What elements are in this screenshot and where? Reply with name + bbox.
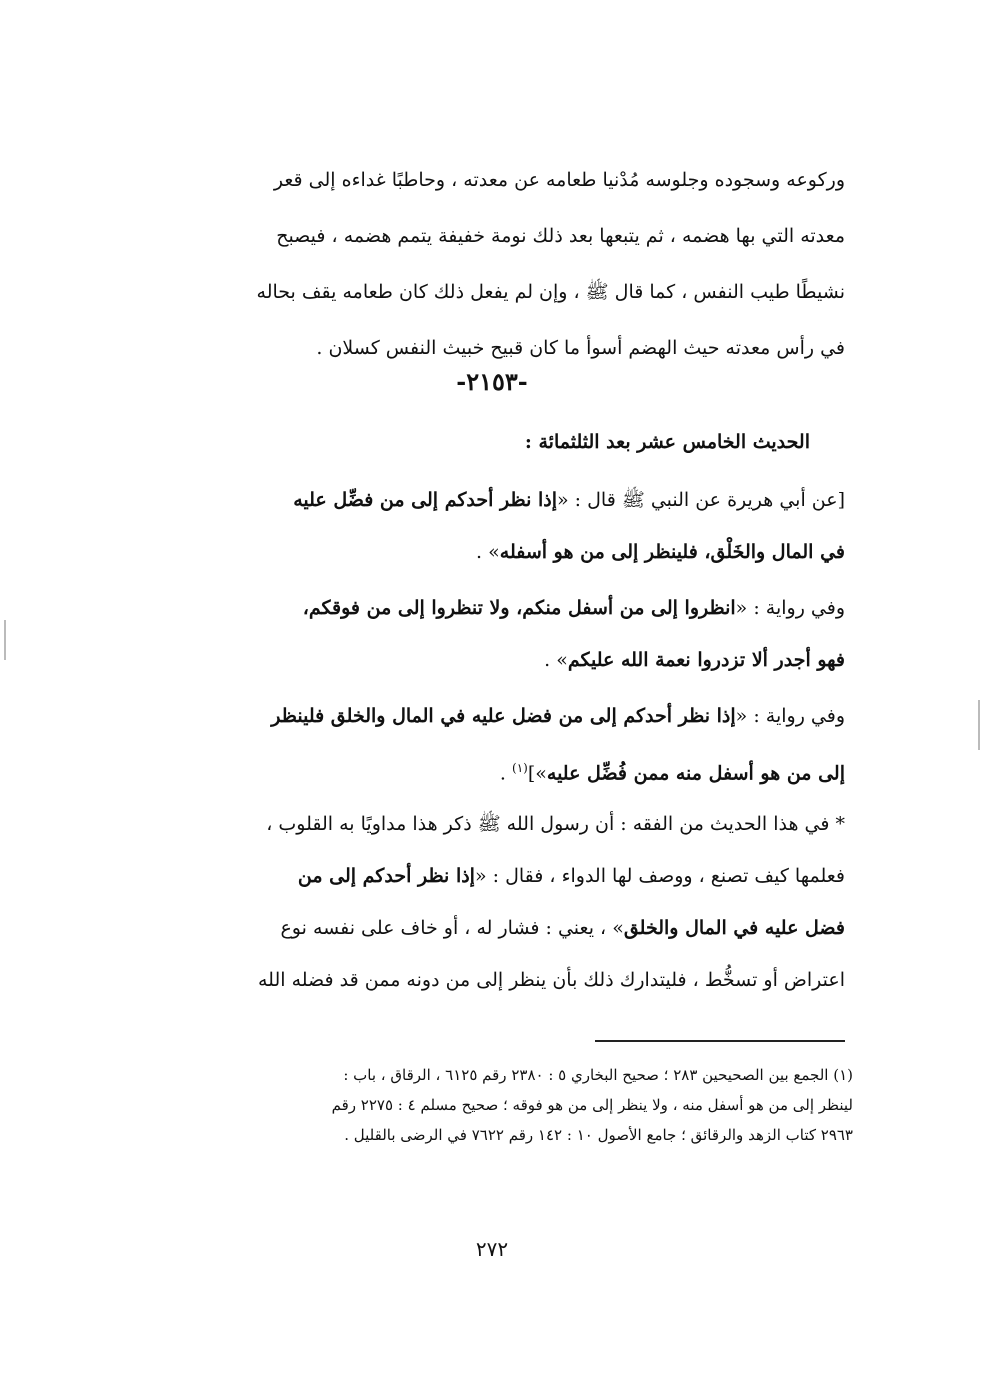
footnote-divider: [595, 1040, 845, 1042]
text-span: وفي رواية : «: [735, 597, 845, 619]
text-line: [135, 640, 845, 692]
footnote-line: لينظر إلى من هو أسفل منه ، ولا ينظر إلى من هو فوقه ؛ صحيح مسلم ٤ : ٢٢٧٥ رقم: [331, 1096, 853, 1114]
text-line: نشيطًا طيب النفس ، كما قال ﷺ ، وإن لم يفعل ذلك كان طعامه يقف بحاله: [256, 281, 845, 303]
text-span: » .: [544, 649, 568, 671]
hadith-quote: فهو أجدر ألا تزدروا نعمة الله عليكم: [567, 649, 845, 671]
text-line: [135, 588, 845, 640]
hadith-quote: في المال والخَلْق، فلينظر إلى من هو أسفله: [499, 541, 845, 563]
text-span: »]: [527, 762, 547, 785]
text-span: [عن أبي هريرة عن النبي ﷺ قال : «: [557, 489, 845, 511]
hadith-text: [135, 480, 845, 584]
text-line: وركوعه وسجوده وجلوسه مُدْنيا طعامه عن معدته ، وحاطبًا غداءه إلى قعر: [273, 169, 845, 191]
text-line: [135, 908, 845, 960]
paragraph-continuation: [135, 160, 845, 384]
text-line: [135, 856, 845, 908]
text-line: [135, 532, 845, 584]
hadith-quote: إذا نظر أحدكم إلى من فضِّل عليه: [293, 489, 557, 511]
text-line: اعتراض أو تسخُّط ، فليتدارك ذلك بأن ينظر إلى من دونه ممن قد فضله الله: [258, 969, 845, 991]
text-line: [135, 696, 845, 748]
text-line: [135, 748, 845, 800]
text-line: في رأس معدته حيث الهضم أسوأ ما كان قبيح خبيث النفس كسلان .: [316, 337, 845, 359]
footnote-reference[interactable]: (١): [512, 761, 528, 775]
text-span: وفي رواية : «: [735, 705, 845, 727]
hadith-quote: إلى من هو أسفل منه ممن فُضِّل عليه: [546, 762, 845, 785]
footnote-line: ٢٩٦٣ كتاب الزهد والرقائق ؛ جامع الأصول ١٠ : ١٤٢ رقم ٧٦٢٢ في الرضى بالقليل .: [344, 1126, 853, 1144]
section-number: -٢١٥٣-: [456, 367, 528, 396]
page-number: ٢٧٢: [475, 1237, 509, 1261]
text-line: [135, 480, 845, 532]
narration-variant: [135, 696, 845, 800]
text-span: » ، يعني : فشار له ، أو خاف على نفسه نوع: [280, 917, 624, 939]
scan-edge-mark: [4, 620, 6, 660]
text-line: * في هذا الحديث من الفقه : أن رسول الله ﷺ ذكر هذا مداويًا به القلوب ،: [266, 813, 845, 835]
scan-edge-mark: [978, 700, 980, 750]
text-span: فعلمها كيف تصنع ، ووصف لها الدواء ، فقال : «: [474, 865, 845, 887]
hadith-quote: إذا نظر أحدكم إلى من فضل عليه في المال والخلق فلينظر: [271, 705, 736, 727]
hadith-heading: الحديث الخامس عشر بعد الثلثمائة :: [524, 431, 810, 453]
hadith-quote: انظروا إلى من أسفل منكم، ولا تنظروا إلى من فوقكم،: [302, 597, 736, 619]
text-span: .: [499, 762, 513, 785]
footnote: [135, 1060, 853, 1150]
hadith-quote: فضل عليه في المال والخلق: [623, 917, 845, 939]
footnote-line: (١) الجمع بين الصحيحين ٢٨٣ ؛ صحيح البخاري ٥ : ٢٣٨٠ رقم ٦١٢٥ ، الرقاق ، باب :: [343, 1066, 853, 1084]
hadith-quote: إذا نظر أحدكم إلى من: [297, 865, 475, 887]
narration-variant: [135, 588, 845, 692]
text-line: معدته التي بها هضمه ، ثم يتبعها بعد ذلك نومة خفيفة يتمم هضمه ، فيصبح: [276, 225, 845, 247]
text-span: » .: [476, 541, 500, 563]
commentary-paragraph: [135, 804, 845, 1012]
